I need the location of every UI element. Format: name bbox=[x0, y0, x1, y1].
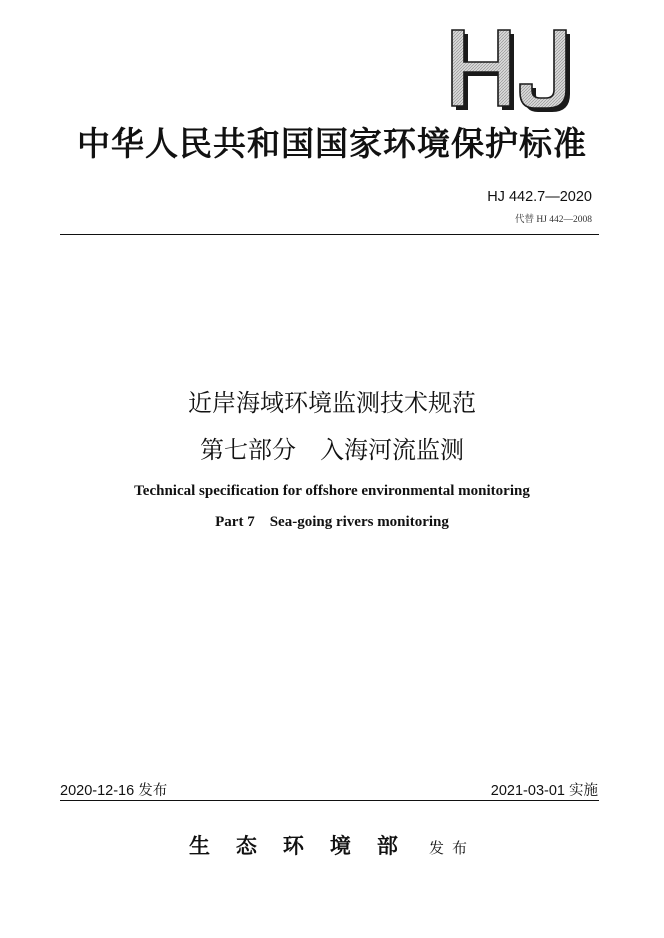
title-chinese-main: 近岸海域环境监测技术规范 bbox=[188, 389, 476, 417]
effective-date: 2021-03-01 实施 bbox=[490, 783, 598, 799]
title-english-main: Technical specification for offshore environmental monitoring bbox=[134, 483, 530, 499]
issuer bbox=[0, 830, 664, 860]
standard-number: HJ 442.7—2020 bbox=[487, 189, 592, 205]
issue-date: 2020-12-16 发布 bbox=[60, 783, 168, 799]
replaces-note: 代替 HJ 442—2008 bbox=[514, 215, 592, 225]
title-english-part: Part 7 Sea-going rivers monitoring bbox=[215, 514, 449, 530]
org-title: 中华人民共和国国家环境保护标准 bbox=[77, 124, 587, 163]
issuer-action: 发布 bbox=[429, 839, 476, 857]
issuer-name: 生态环境部 bbox=[188, 833, 424, 858]
header-divider bbox=[60, 234, 599, 235]
hj-logo bbox=[450, 28, 586, 114]
title-chinese-part: 第七部分 入海河流监测 bbox=[200, 436, 464, 464]
footer-divider bbox=[60, 800, 599, 801]
